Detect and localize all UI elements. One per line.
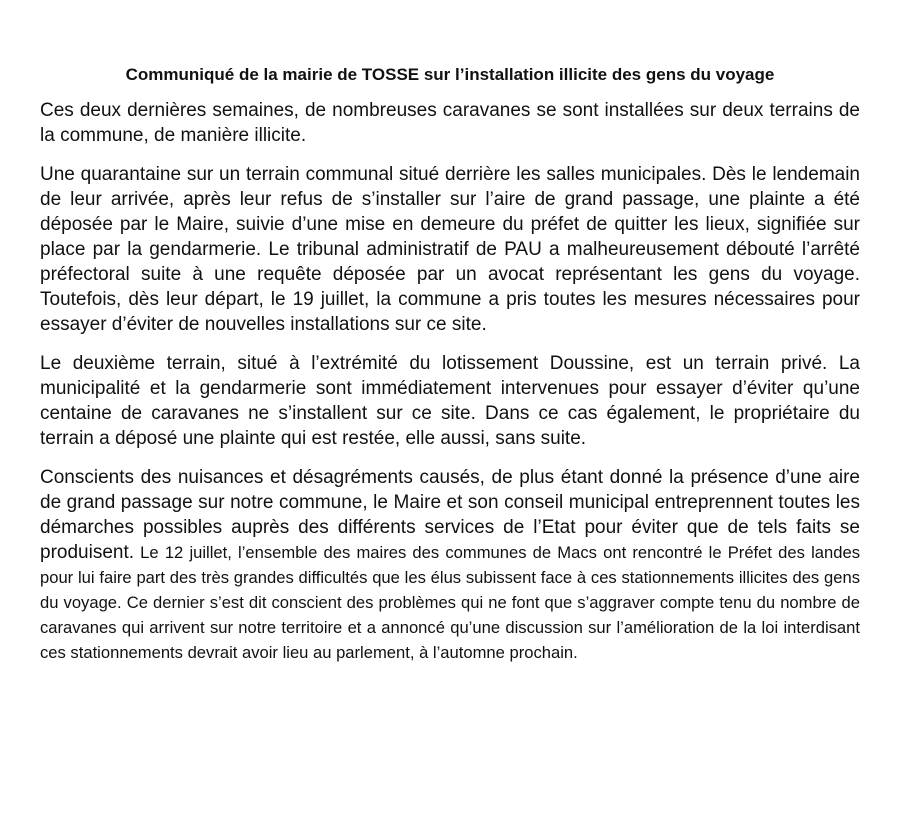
paragraph-2: Une quarantaine sur un terrain communal situé derrière les salles municipales. Dès le lendemain de leur arrivée, après leur refus de s’installer sur l’aire de grand passage, une plainte a été déposée par le Maire, suivie d’une mise en demeure du préfet de quitter les lieux, signifiée sur place par la gendarmerie. Le tribunal administratif de PAU a malheureusement débouté l’arrêté préfectoral suite à une requête déposée par un avocat représentant les gens du voyage. Toutefois, dès leur départ, le 19 juillet, la commune a pris toutes les mesures nécessaires pour essayer d’éviter de nouvelles installations sur ce site. — [40, 164, 860, 335]
paragraph-4-start: Conscients des nuisances et désagréments causés, de plus étant donné la présence d’une aire de grand passage sur notre commune, le Maire et son conseil municipal entreprennent toutes les démarches possibles auprès des différents services de l’Etat pour éviter que de tels faits se produisent. — [40, 467, 860, 563]
document-title: Communiqué de la mairie de TOSSE sur l’installation illicite des gens du voyage — [125, 65, 775, 84]
paragraph-4-continued: Le 12 juillet, l’ensemble des maires des communes de Macs ont rencontré le Préfet des landes pour lui faire part des très grandes difficultés que les élus subissent face à ces stationnements illicites des gens du voyage. Ce dernier s’est dit conscient des problèmes qui ne font que s’aggraver compte tenu du nombre de caravanes qui arrivent sur notre territoire et a annoncé qu’une discussion sur l’amélioration de la loi interdisant ces stationnements devrait avoir lieu au parlement, à l’automne prochain. — [40, 543, 860, 662]
paragraph-4 — [40, 465, 860, 665]
document — [40, 64, 860, 679]
paragraph-1: Ces deux dernières semaines, de nombreuses caravanes se sont installées sur deux terrains de la commune, de manière illicite. — [40, 100, 860, 146]
paragraph-3: Le deuxième terrain, situé à l’extrémité du lotissement Doussine, est un terrain privé. La municipalité et la gendarmerie sont immédiatement intervenues pour essayer d’éviter qu’une centaine de caravanes ne s’installent sur ce site. Dans ce cas également, le propriétaire du terrain a déposé une plainte qui est restée, elle aussi, sans suite. — [40, 353, 860, 449]
